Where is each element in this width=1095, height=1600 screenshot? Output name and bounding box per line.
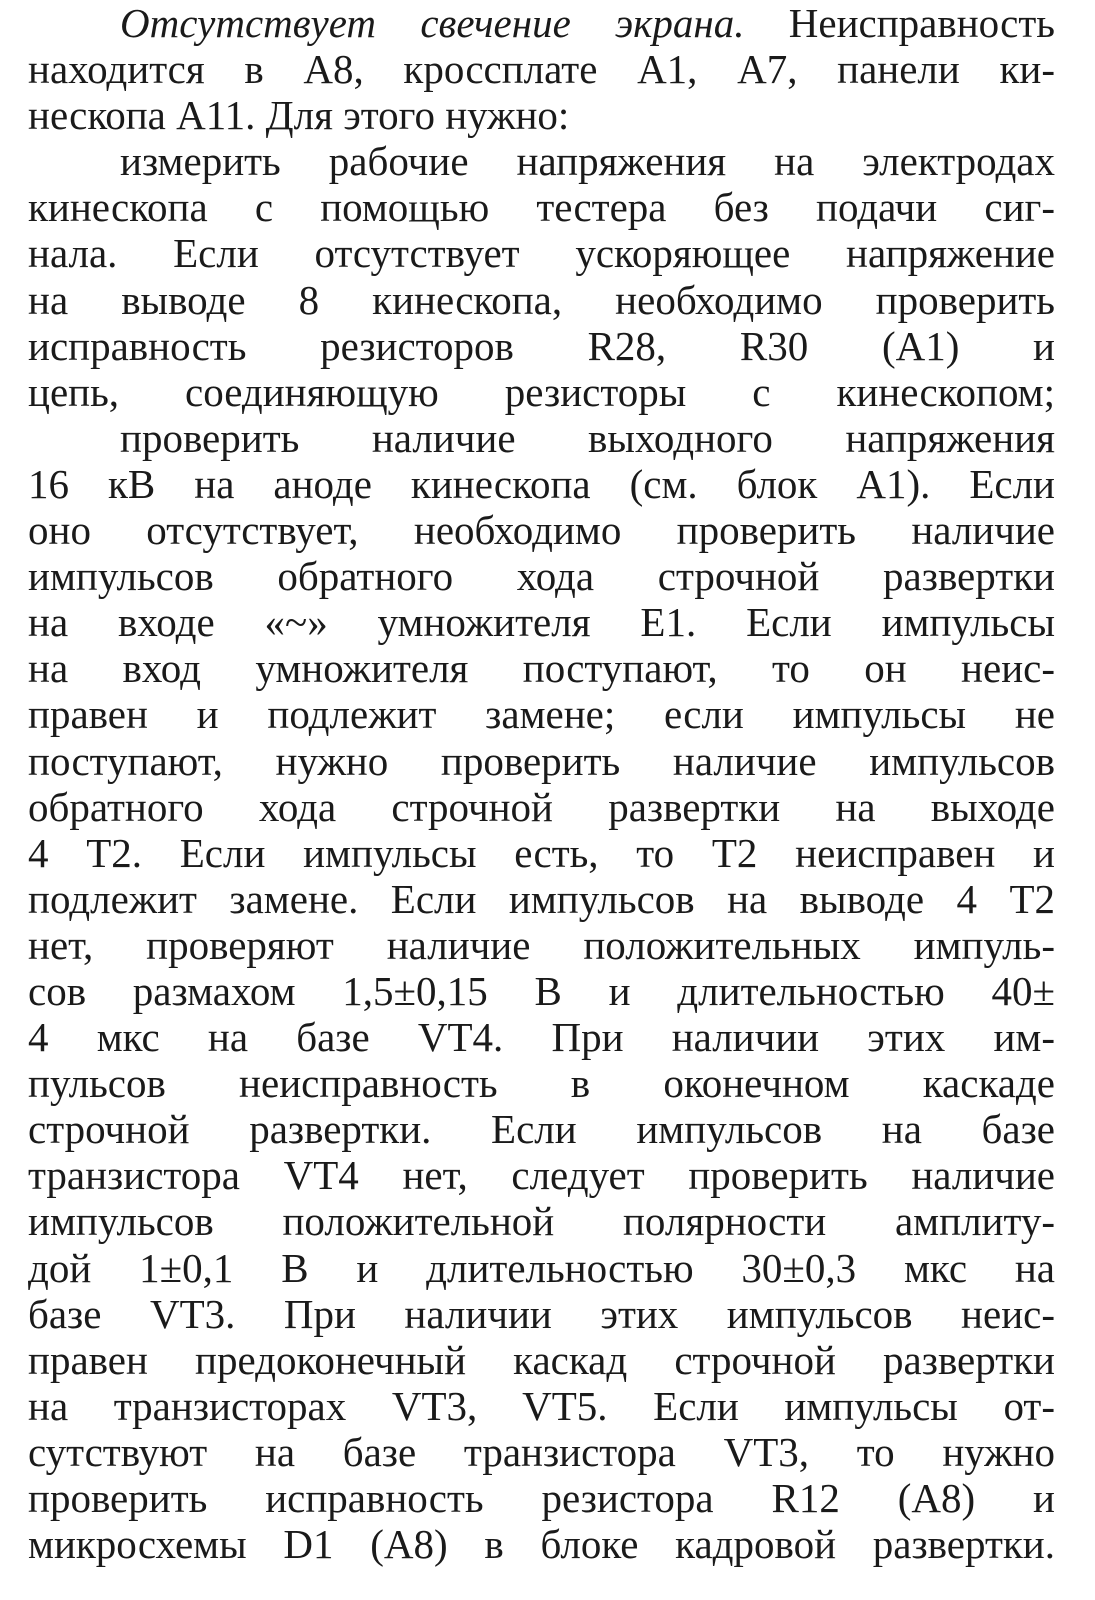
text-line: нескопа А11. Для этого нужно: <box>28 92 570 139</box>
text-line: исправность резисторов R28, R30 (А1) и <box>28 322 1055 369</box>
text-line: дой 1±0,1 В и длительностью 30±0,3 мкс на <box>28 1244 1055 1291</box>
text-line: нала. Если отсутствует ускоряющее напряжение <box>28 230 1055 277</box>
document-page <box>28 0 1055 1600</box>
text-line: проверить наличие выходного напряжения <box>120 414 1055 461</box>
text-line: базе VT3. При наличии этих импульсов неис- <box>28 1290 1055 1337</box>
text-line: подлежит замене. Если импульсов на выводе 4 Т2 <box>28 875 1055 922</box>
text-line: поступают, нужно проверить наличие импульсов <box>28 737 1055 784</box>
text-line: пульсов неисправность в оконечном каскаде <box>28 1060 1055 1107</box>
text-line: находится в А8, кроссплате А1, А7, панели ки- <box>28 46 1055 93</box>
text-line: строчной развертки. Если импульсов на базе <box>28 1106 1055 1153</box>
text-line: на вход умножителя поступают, то он неис- <box>28 645 1055 692</box>
text-line: 4 мкс на базе VT4. При наличии этих им- <box>28 1014 1055 1061</box>
text-line: правен и подлежит замене; если импульсы не <box>28 691 1055 738</box>
text-line: цепь, соединяющую резисторы с кинескопом; <box>28 368 1055 415</box>
text-line: сов размахом 1,5±0,15 В и длительностью 40± <box>28 967 1055 1014</box>
text-line: Отсутствует свечение экрана. Неисправность <box>120 0 1055 46</box>
text-line: обратного хода строчной развертки на выходе <box>28 783 1055 830</box>
text-line: 4 Т2. Если импульсы есть, то Т2 неисправен и <box>28 829 1055 876</box>
text-line: оно отсутствует, необходимо проверить наличие <box>28 507 1055 554</box>
text-line: измерить рабочие напряжения на электродах <box>120 138 1055 185</box>
text-line: нет, проверяют наличие положительных импуль- <box>28 921 1055 968</box>
text-line: на входе «~» умножителя Е1. Если импульсы <box>28 599 1055 646</box>
text-line: микросхемы D1 (А8) в блоке кадровой развертки. <box>28 1521 1055 1568</box>
text-line: проверить исправность резистора R12 (А8) и <box>28 1475 1055 1521</box>
text-line: импульсов положительной полярности амплиту- <box>28 1198 1055 1245</box>
section-heading: Отсутствует свечение экрана. <box>120 0 745 46</box>
text-line: транзистора VT4 нет, следует проверить наличие <box>28 1152 1055 1199</box>
text-line: сутствуют на базе транзистора VT3, то нужно <box>28 1428 1055 1475</box>
text-line: на транзисторах VT3, VT5. Если импульсы от- <box>28 1382 1055 1429</box>
text-line: кинескопа с помощью тестера без подачи сиг- <box>28 184 1055 231</box>
text-line: на выводе 8 кинескопа, необходимо проверить <box>28 276 1055 323</box>
text-line: правен предоконечный каскад строчной развертки <box>28 1336 1055 1383</box>
text-line: импульсов обратного хода строчной развертки <box>28 553 1055 600</box>
text-line: 16 кВ на аноде кинескопа (см. блок А1). Если <box>28 460 1055 507</box>
